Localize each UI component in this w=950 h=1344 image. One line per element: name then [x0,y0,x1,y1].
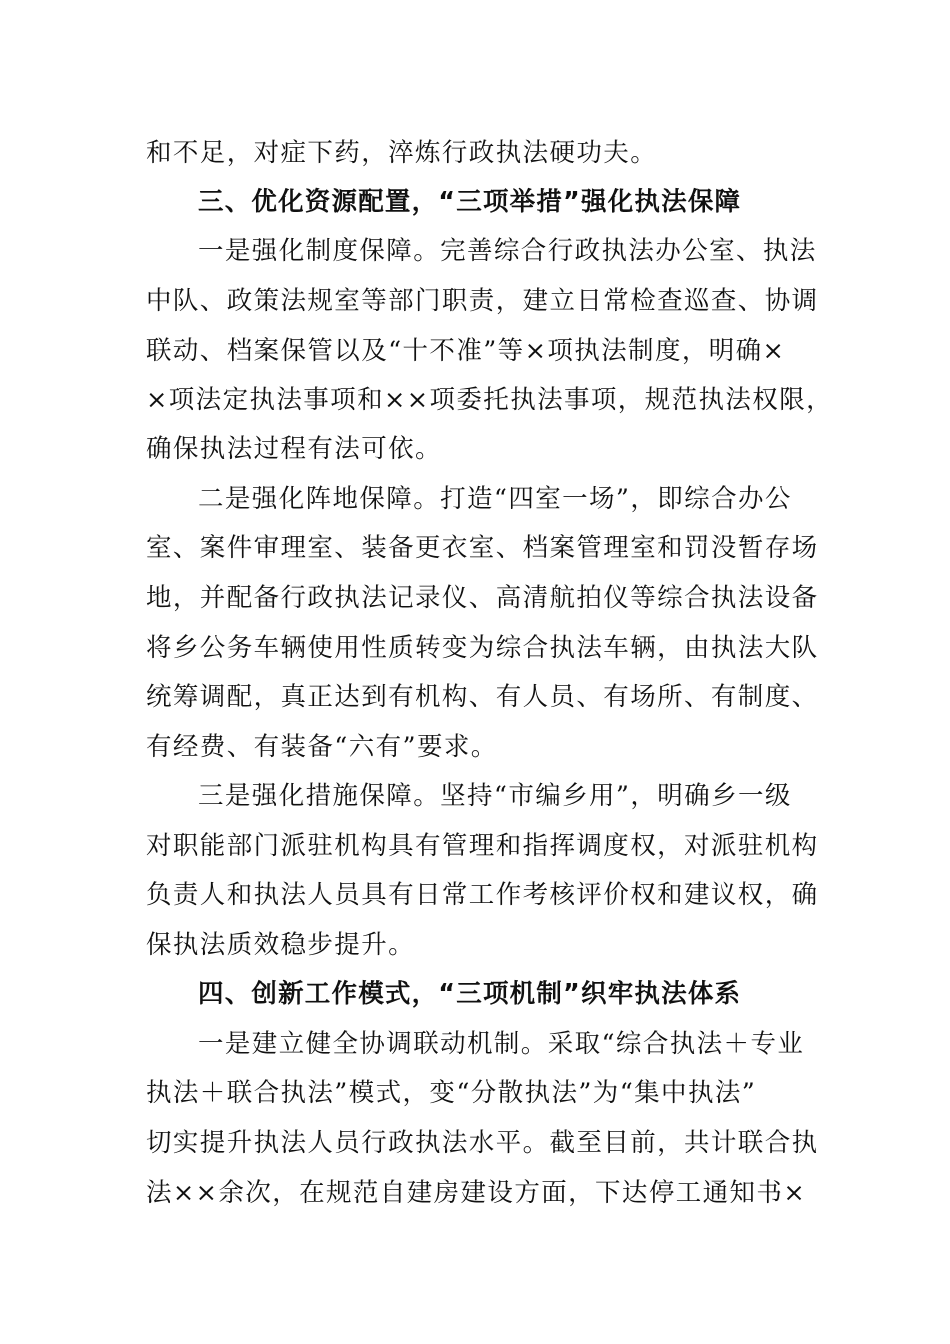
text-line: 统筹调配，真正达到有机构、有人员、有场所、有制度、 [146,682,819,712]
text-line: 将乡公务车辆使用性质转变为综合执法车辆，由执法大队 [146,633,819,663]
text-line: 法××余次，在规范自建房建设方面，下达停工通知书× [146,1178,807,1208]
text-line: 确保执法过程有法可依。 [146,434,442,464]
text-line: 和不足，对症下药，淬炼行政执法硬功夫。 [146,138,658,168]
text-line: 执法＋联合执法”模式，变“分散执法”为“集中执法” [146,1078,757,1108]
paragraph-first-line: 三是强化措施保障。坚持“市编乡用”，明确乡一级 [198,781,792,811]
text-line: 切实提升执法人员行政执法水平。截至目前，共计联合执 [146,1128,819,1158]
text-line: 有经费、有装备“六有”要求。 [146,732,498,762]
text-line: 地，并配备行政执法记录仪、高清航拍仪等综合执法设备 [146,583,819,613]
text-line: 中队、政策法规室等部门职责，建立日常检查巡查、协调 [146,286,819,316]
section-heading: 四、创新工作模式，“三项机制”织牢执法体系 [198,979,742,1009]
text-line: 保执法质效稳步提升。 [146,930,416,960]
text-line: 室、案件审理室、装备更衣室、档案管理室和罚没暂存场 [146,533,819,563]
text-line: 负责人和执法人员具有日常工作考核评价权和建议权，确 [146,880,819,910]
paragraph-first-line: 二是强化阵地保障。打造“四室一场”，即综合办公 [198,484,792,514]
paragraph-first-line: 一是建立健全协调联动机制。采取“综合执法＋专业 [198,1029,805,1059]
text-line: 联动、档案保管以及“十不准”等×项执法制度，明确× [146,336,786,366]
text-line: 对职能部门派驻机构具有管理和指挥调度权，对派驻机构 [146,831,819,861]
paragraph-first-line: 一是强化制度保障。完善综合行政执法办公室、执法 [198,236,817,266]
text-line: ×项法定执法事项和××项委托执法事项，规范执法权限， [146,385,833,415]
section-heading: 三、优化资源配置，“三项举措”强化执法保障 [198,187,742,217]
